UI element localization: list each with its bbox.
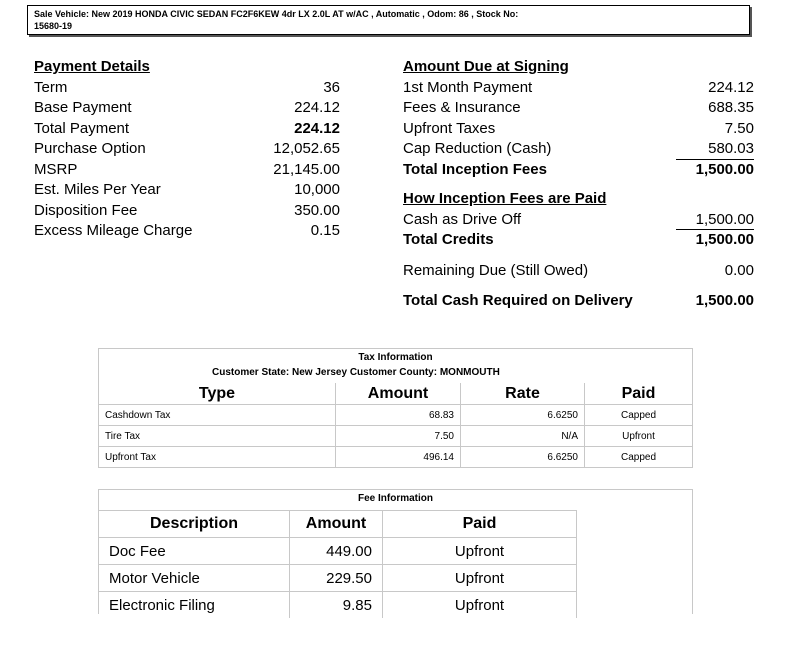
- tax-table-header: [99, 383, 692, 405]
- fee-description-cell: Electronic Filing: [99, 592, 290, 619]
- fee-paid-cell: Upfront: [383, 565, 577, 592]
- payment-details-rows: [34, 78, 340, 242]
- tax-col-paid: Paid: [585, 383, 693, 405]
- fee-col-description: Description: [99, 511, 290, 538]
- payment-details-title: Payment Details: [34, 58, 150, 75]
- payment-row-excess-mileage: [34, 221, 340, 242]
- payment-row-total-payment: [34, 119, 340, 140]
- row-value: 224.12: [708, 78, 754, 96]
- row-value: 12,052.65: [273, 140, 340, 157]
- table-row: [99, 538, 577, 565]
- row-value: 0.00: [724, 261, 754, 279]
- amount-row-fees-insurance: [403, 98, 754, 119]
- row-value: 224.12: [294, 99, 340, 116]
- fee-paid-cell: Upfront: [383, 538, 577, 565]
- row-value: 580.03: [676, 139, 754, 160]
- tax-amount-cell: 7.50: [336, 426, 461, 447]
- inception-row-cash-drive-off: [403, 210, 754, 231]
- amount-due-section: [403, 57, 754, 312]
- inception-row-total-cash-delivery: [403, 291, 754, 312]
- inception-row-remaining-due: [403, 261, 754, 282]
- tax-type-cell: Upfront Tax: [99, 447, 336, 468]
- amount-due-title: Amount Due at Signing: [403, 58, 569, 75]
- vehicle-line-1: Sale Vehicle: New 2019 HONDA CIVIC SEDAN FC2F6KEW 4dr LX 2.0L AT w/AC , Automatic , Odom: 86 , Stock No:: [34, 9, 519, 19]
- fee-information-title: Fee Information: [357, 493, 433, 504]
- row-label: Est. Miles Per Year: [34, 181, 161, 198]
- tax-rate-cell: N/A: [461, 426, 585, 447]
- row-label: Cash as Drive Off: [403, 210, 522, 228]
- fee-amount-cell: 449.00: [290, 538, 383, 565]
- payment-row-base-payment: [34, 98, 340, 119]
- row-label: Total Inception Fees: [403, 160, 547, 178]
- row-label: Disposition Fee: [34, 201, 138, 219]
- row-value: 1,500.00: [695, 231, 754, 248]
- amount-row-first-month: [403, 78, 754, 99]
- fee-table-header: [99, 511, 577, 538]
- row-label: Upfront Taxes: [403, 119, 496, 137]
- payment-row-miles-per-year: [34, 180, 340, 201]
- payment-row-msrp: [34, 160, 340, 181]
- table-row: [99, 592, 577, 619]
- row-label: Fees & Insurance: [403, 99, 521, 116]
- row-label: Total Payment: [34, 119, 130, 137]
- fee-amount-cell: 9.85: [290, 592, 383, 619]
- tax-rate-cell: 6.6250: [461, 447, 585, 468]
- tax-col-type: Type: [99, 383, 336, 405]
- tax-type-cell: Cashdown Tax: [99, 405, 336, 426]
- row-value: 688.35: [708, 99, 754, 116]
- row-label: 1st Month Payment: [403, 78, 533, 96]
- row-value: 1,500.00: [676, 210, 754, 231]
- row-value: 350.00: [294, 201, 340, 219]
- fee-description-cell: Doc Fee: [99, 538, 290, 565]
- payment-row-term: [34, 78, 340, 99]
- tax-paid-cell: Upfront: [585, 426, 693, 447]
- row-value: 1,500.00: [695, 292, 754, 309]
- tax-paid-cell: Capped: [585, 447, 693, 468]
- row-label: Remaining Due (Still Owed): [403, 261, 589, 279]
- tax-amount-cell: 68.83: [336, 405, 461, 426]
- table-row: [99, 565, 577, 592]
- table-row: [99, 426, 692, 447]
- row-value: 7.50: [724, 119, 754, 137]
- tax-col-rate: Rate: [461, 383, 585, 405]
- row-label: Total Cash Required on Delivery: [403, 292, 633, 309]
- payment-details-section: [34, 57, 340, 242]
- tax-type-cell: Tire Tax: [99, 426, 336, 447]
- tax-paid-cell: Capped: [585, 405, 693, 426]
- payment-row-disposition-fee: [34, 201, 340, 222]
- fee-information-box: [98, 489, 693, 614]
- row-value: 1,500.00: [695, 160, 754, 178]
- row-label: Term: [34, 78, 68, 96]
- tax-state-county: Customer State: New Jersey Customer County: MONMOUTH: [212, 367, 500, 378]
- tax-information-title: Tax Information: [358, 352, 433, 363]
- row-value: 21,145.00: [273, 160, 340, 178]
- tax-rate-cell: 6.6250: [461, 405, 585, 426]
- vehicle-info-box: [27, 5, 750, 35]
- amount-row-cap-reduction: [403, 139, 754, 160]
- fee-amount-cell: 229.50: [290, 565, 383, 592]
- payment-row-purchase-option: [34, 139, 340, 160]
- row-label: MSRP: [34, 160, 78, 178]
- fee-col-paid: Paid: [383, 511, 577, 538]
- fee-description-cell: Motor Vehicle: [99, 565, 290, 592]
- row-label: Base Payment: [34, 99, 132, 116]
- fee-col-amount: Amount: [290, 511, 383, 538]
- row-label: Total Credits: [403, 231, 494, 248]
- inception-paid-title: How Inception Fees are Paid: [403, 190, 607, 207]
- row-value: 224.12: [294, 119, 340, 137]
- tax-col-amount: Amount: [336, 383, 461, 405]
- amount-row-upfront-taxes: [403, 119, 754, 140]
- row-label: Cap Reduction (Cash): [403, 140, 552, 157]
- vehicle-line-2: 15680-19: [34, 21, 73, 31]
- row-value: 10,000: [294, 181, 340, 198]
- amount-row-total-inception: [403, 160, 754, 181]
- row-value: 36: [323, 78, 340, 96]
- inception-row-total-credits: [403, 230, 754, 251]
- row-label: Excess Mileage Charge: [34, 222, 193, 239]
- tax-amount-cell: 496.14: [336, 447, 461, 468]
- row-label: Purchase Option: [34, 140, 146, 157]
- tax-table: [99, 383, 692, 467]
- table-row: [99, 405, 692, 426]
- fee-paid-cell: Upfront: [383, 592, 577, 619]
- row-value: 0.15: [310, 222, 340, 239]
- fee-table: [99, 510, 577, 618]
- tax-information-box: [98, 348, 693, 468]
- table-row: [99, 447, 692, 468]
